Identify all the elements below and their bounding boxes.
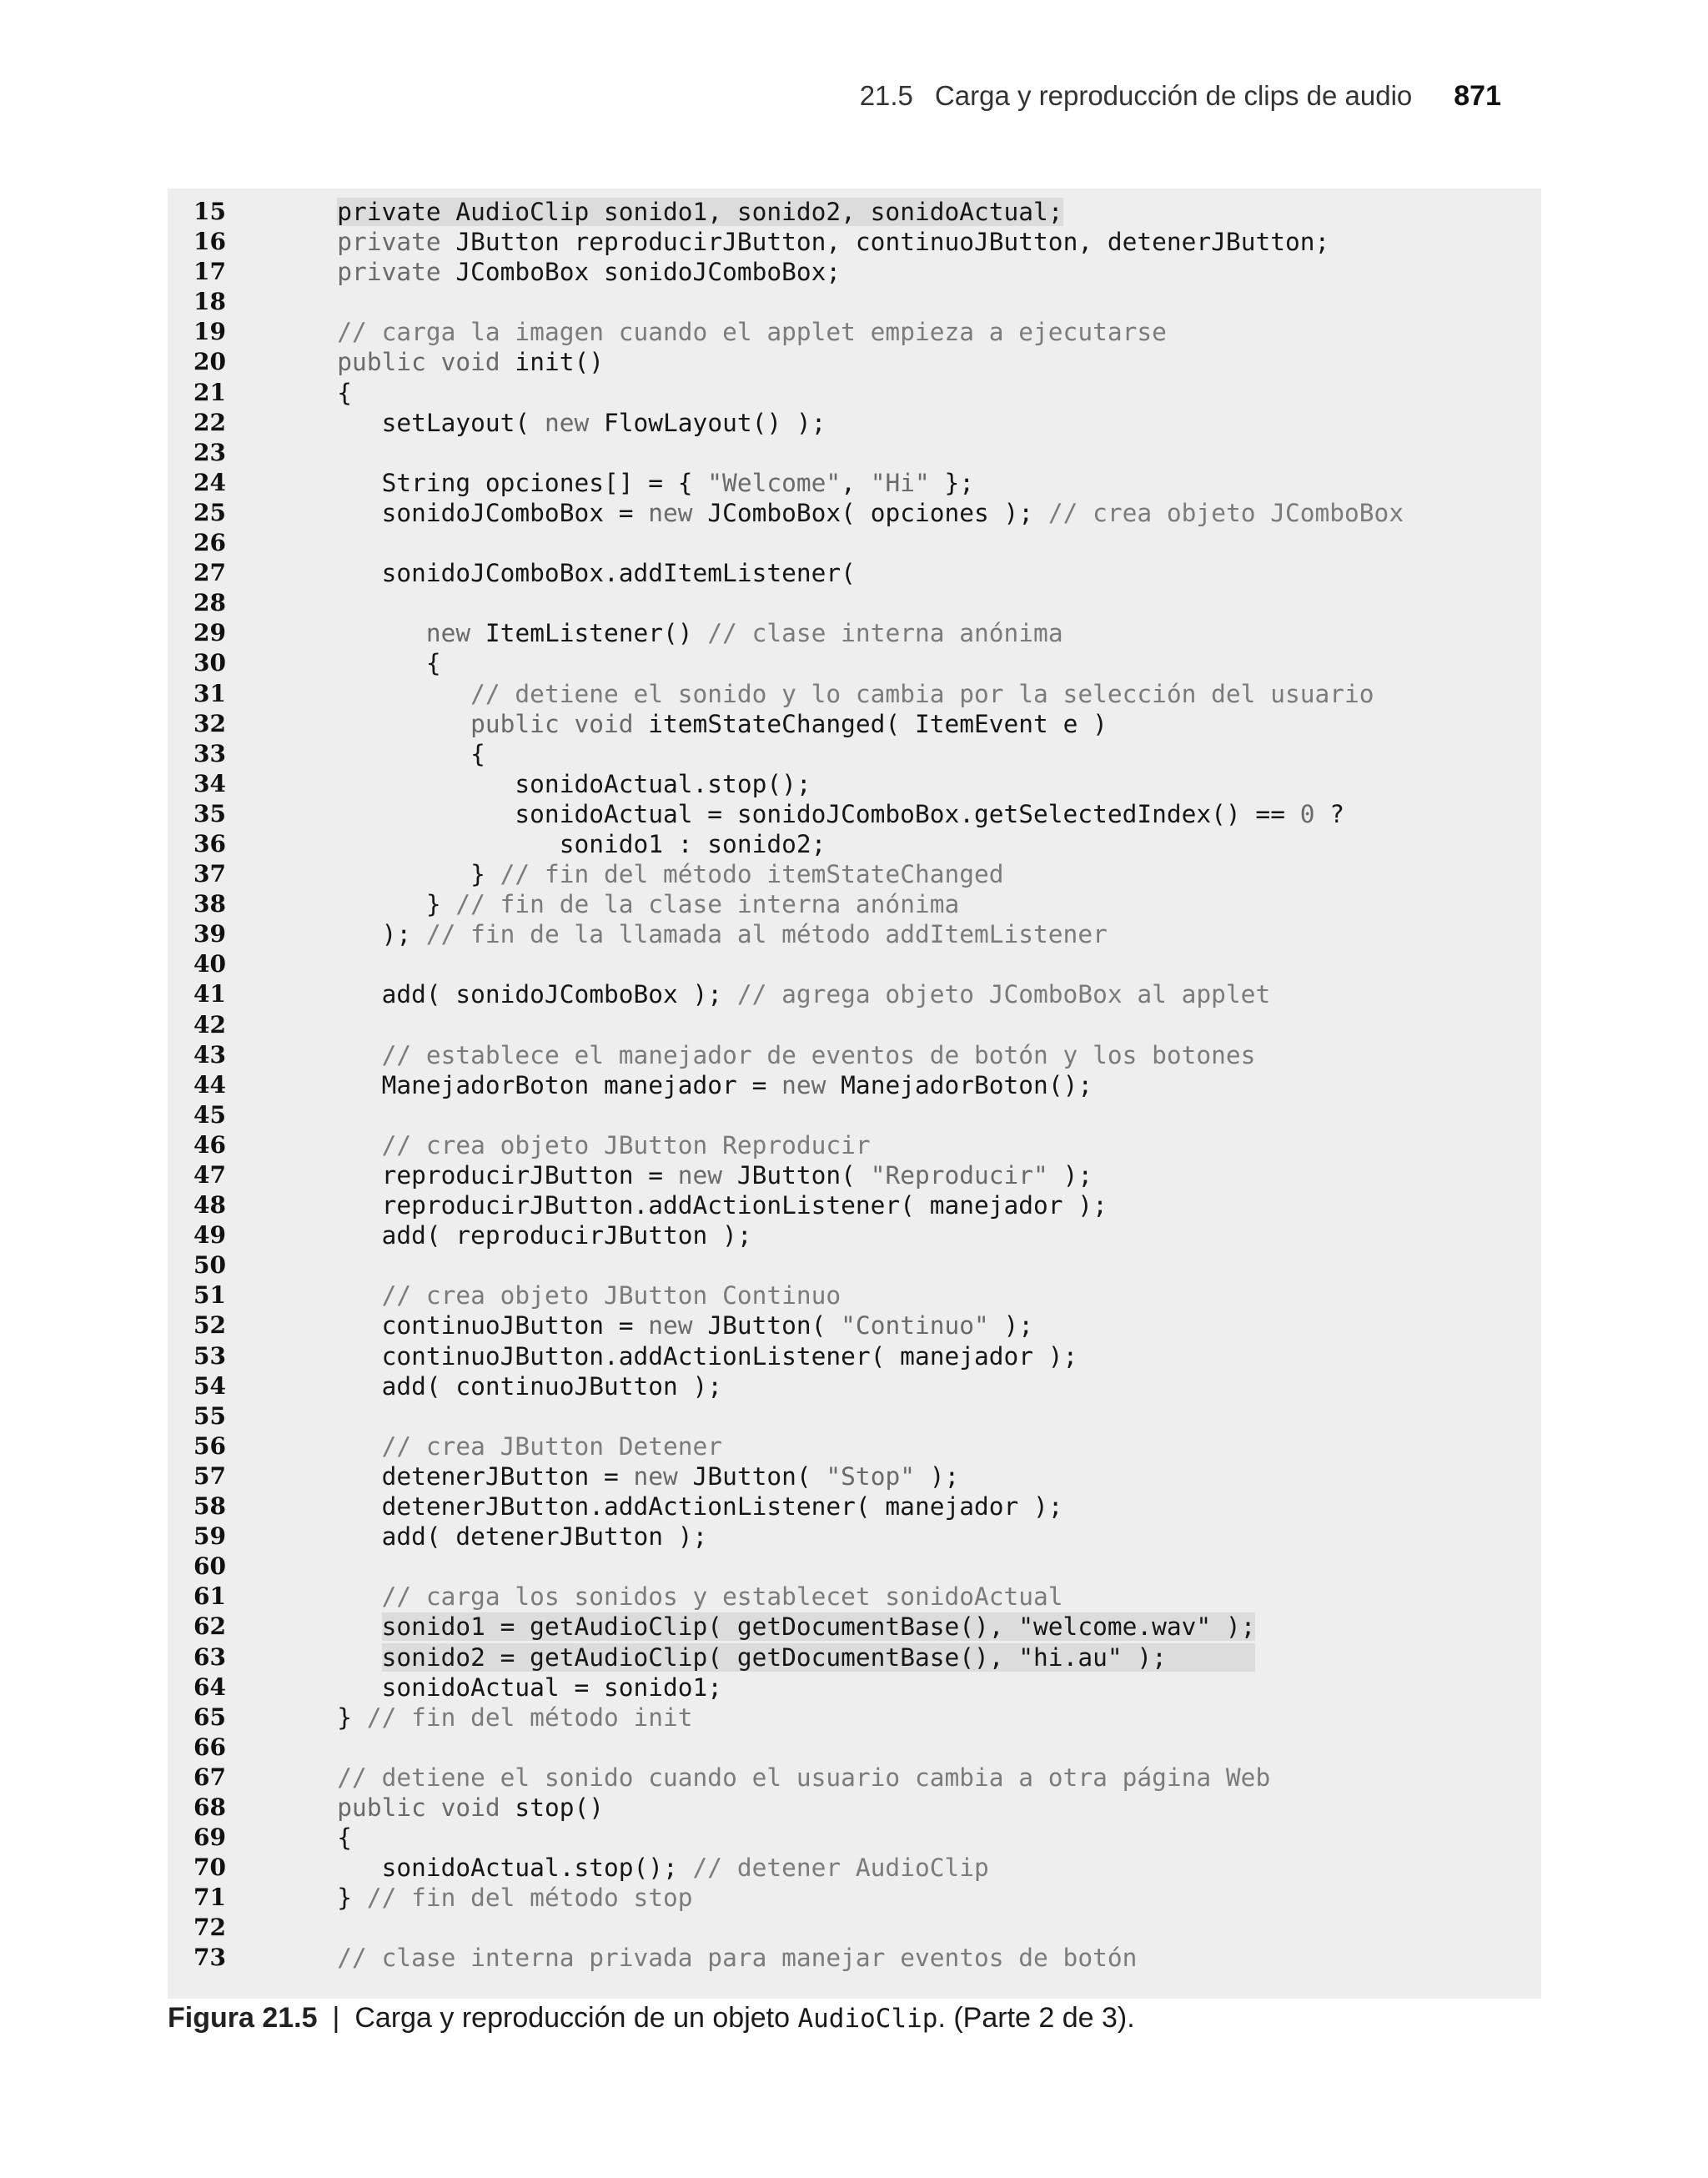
code-token: {: [293, 378, 353, 407]
code-token: reproducirJButton =: [293, 1161, 678, 1190]
caption-separator: |: [332, 2002, 340, 2034]
code-token: 0: [1299, 799, 1315, 828]
code-token: "Hi": [870, 468, 930, 497]
code-line: [168, 1010, 1541, 1040]
line-number: 65: [193, 1703, 226, 1731]
line-number: 70: [193, 1854, 226, 1882]
code-line: [168, 317, 1541, 347]
code-line: [168, 1913, 1541, 1943]
line-number: 29: [193, 619, 226, 647]
code-token: continuoJButton.addActionListener( manejador );: [293, 1341, 1078, 1371]
code-text: [293, 1853, 989, 1883]
code-token: // detiene el sonido cuando el usuario cambia a otra página Web: [337, 1763, 1271, 1792]
code-line: [168, 1100, 1541, 1130]
line-number: 35: [193, 799, 226, 827]
code-text: [293, 709, 1108, 739]
code-token: reproducirJButton.addActionListener( manejador );: [293, 1191, 1108, 1220]
line-number: 41: [193, 980, 226, 1009]
code-text: [293, 859, 1004, 889]
line-number: 34: [193, 769, 226, 797]
code-token: sonidoActual = sonidoJComboBox.getSelectedIndex() ==: [293, 799, 1300, 828]
code-token: sonido1 : sonido2;: [293, 829, 826, 858]
code-line: [168, 1703, 1541, 1733]
line-number: 73: [193, 1944, 226, 1972]
line-number: 47: [193, 1161, 226, 1189]
code-token: [293, 1131, 382, 1159]
code-token: }: [293, 1703, 367, 1732]
code-line: [168, 1943, 1541, 1973]
code-text: [293, 1703, 693, 1733]
code-token: // fin del método stop: [366, 1884, 693, 1913]
line-number: 59: [193, 1522, 226, 1551]
code-text: [293, 1280, 841, 1310]
code-line: [168, 1582, 1541, 1612]
line-number: 60: [193, 1552, 226, 1581]
code-text: [293, 799, 1344, 829]
code-text: [293, 1130, 871, 1160]
line-number: 39: [193, 920, 226, 948]
code-token: }: [293, 860, 500, 889]
code-line: [168, 1883, 1541, 1913]
code-line: [168, 528, 1541, 558]
code-token: // clase interna anónima: [707, 619, 1063, 648]
code-line: [168, 1130, 1541, 1160]
figure-caption: [168, 2002, 1135, 2035]
code-text: [293, 197, 1063, 227]
code-token: [293, 198, 337, 226]
code-token: ,: [841, 468, 871, 497]
code-line: [168, 1190, 1541, 1220]
code-token: // fin del método init: [366, 1703, 693, 1732]
line-number: 48: [193, 1191, 226, 1220]
line-number: 30: [193, 649, 226, 677]
code-token: [293, 1643, 382, 1672]
code-token: detenerJButton.addActionListener( manejador );: [293, 1492, 1063, 1522]
code-token: sonidoActual.stop();: [293, 1854, 693, 1883]
code-token: [293, 1582, 382, 1611]
code-text: [293, 468, 974, 498]
code-line: [168, 347, 1541, 377]
code-token: add( reproducirJButton );: [293, 1221, 752, 1250]
code-token: ItemListener(): [470, 619, 708, 648]
code-token: sonidoJComboBox.addItemListener(: [293, 559, 856, 588]
line-number: 66: [193, 1733, 226, 1761]
code-line: [168, 1491, 1541, 1522]
code-token: }: [293, 1884, 367, 1913]
code-token: JButton(: [692, 1311, 841, 1341]
code-line: [168, 1070, 1541, 1100]
code-line: [168, 979, 1541, 1009]
code-line: [168, 287, 1541, 317]
code-line: [168, 1250, 1541, 1280]
code-text: [293, 1190, 1108, 1220]
code-line: [168, 438, 1541, 468]
code-text: [293, 1371, 722, 1401]
line-number: 22: [193, 408, 226, 436]
figure-label: Figura 21.5: [168, 2002, 318, 2034]
code-line: [168, 1280, 1541, 1310]
code-text: [293, 1040, 1255, 1070]
code-token: // establece el manejador de eventos de botón y los botones: [381, 1040, 1256, 1069]
code-text: [293, 889, 959, 919]
code-line: [168, 859, 1541, 889]
code-token: [293, 318, 337, 346]
code-token: FlowLayout() );: [589, 408, 826, 437]
code-token: [293, 1432, 382, 1461]
code-token: sonidoActual.stop();: [293, 769, 811, 798]
code-text: [293, 1070, 1093, 1100]
code-text: [293, 618, 1063, 648]
code-token: new: [648, 1311, 693, 1341]
code-token: JComboBox( opciones );: [692, 498, 1048, 527]
line-number: 26: [193, 529, 226, 557]
code-line: [168, 1040, 1541, 1070]
code-token: [293, 710, 470, 738]
code-listing: [168, 189, 1541, 1999]
code-token: );: [1047, 1161, 1093, 1190]
code-line: [168, 1823, 1541, 1853]
code-line: [168, 679, 1541, 709]
code-line: [168, 1220, 1541, 1250]
code-token: // fin de la clase interna anónima: [455, 890, 960, 919]
code-line: [168, 1672, 1541, 1703]
code-token: "Reproducir": [870, 1161, 1048, 1190]
line-number: 31: [193, 679, 226, 707]
code-text: [293, 1582, 1063, 1612]
code-text: [293, 498, 1404, 528]
code-token: // agrega objeto JComboBox al applet: [736, 980, 1271, 1009]
code-line: [168, 769, 1541, 799]
code-text: [293, 378, 352, 408]
code-token: sonidoJComboBox =: [293, 498, 649, 527]
code-token: };: [929, 468, 975, 497]
line-number: 37: [193, 860, 226, 888]
code-token: "Stop": [826, 1461, 915, 1491]
code-text: [293, 1522, 707, 1552]
code-token: ?: [1314, 799, 1345, 828]
line-number: 38: [193, 890, 226, 918]
code-token: continuoJButton =: [293, 1311, 649, 1341]
caption-text-before: Carga y reproducción de un objeto: [354, 2002, 798, 2034]
code-line: [168, 1793, 1541, 1823]
line-number: 16: [193, 228, 226, 256]
code-text: [293, 317, 1167, 347]
line-number: 17: [193, 258, 226, 286]
code-token: ManejadorBoton manejador =: [293, 1070, 782, 1099]
code-token: );: [988, 1311, 1034, 1341]
code-token: init(): [500, 348, 604, 377]
code-token: // fin del método itemStateChanged: [500, 860, 1004, 889]
line-number: 52: [193, 1311, 226, 1340]
code-token: sonido1 = getAudioClip( getDocumentBase(), "welcome.wav" );: [381, 1612, 1256, 1642]
code-line: [168, 648, 1541, 678]
section-title: Carga y reproducción de clips de audio: [934, 80, 1413, 111]
line-number: 67: [193, 1763, 226, 1791]
code-token: public void: [337, 348, 500, 377]
code-text: [293, 558, 856, 588]
code-text: [293, 769, 811, 799]
line-number: 19: [193, 318, 226, 346]
code-line: [168, 378, 1541, 408]
line-number: 45: [193, 1100, 226, 1129]
code-token: JButton reproducirJButton, continuoJButton, detenerJButton;: [440, 228, 1330, 257]
section-number: 21.5: [859, 80, 913, 111]
code-line: [168, 709, 1541, 739]
line-number: 24: [193, 468, 226, 496]
code-token: sonidoActual = sonido1;: [293, 1672, 723, 1702]
code-text: [293, 347, 604, 377]
code-token: String opciones[] = {: [293, 468, 708, 497]
code-text: [293, 679, 1374, 709]
code-token: [293, 228, 337, 256]
code-token: // crea objeto JButton Continuo: [381, 1281, 841, 1310]
line-number: 18: [193, 288, 226, 316]
code-line: [168, 1733, 1541, 1763]
code-text: [293, 408, 826, 438]
code-text: [293, 1160, 1093, 1190]
code-line: [168, 949, 1541, 979]
running-header: [0, 80, 1501, 113]
code-line: [168, 558, 1541, 588]
code-line: [168, 919, 1541, 949]
code-token: detenerJButton =: [293, 1461, 634, 1491]
code-token: // detener AudioClip: [692, 1854, 989, 1883]
line-number: 36: [193, 829, 226, 858]
code-token: // carga la imagen cuando el applet empieza a ejecutarse: [337, 318, 1167, 347]
code-token: JButton(: [677, 1461, 826, 1491]
code-token: // fin de la llamada al método addItemListener: [425, 920, 1108, 949]
line-number: 55: [193, 1401, 226, 1430]
code-line: [168, 1160, 1541, 1190]
code-text: [293, 1883, 693, 1913]
code-line: [168, 1401, 1541, 1431]
code-token: );: [914, 1461, 960, 1491]
code-line: [168, 739, 1541, 769]
code-token: add( sonidoJComboBox );: [293, 980, 737, 1009]
code-text: [293, 1220, 752, 1250]
code-token: [293, 348, 337, 376]
code-line: [168, 227, 1541, 257]
code-line: [168, 257, 1541, 287]
line-number: 32: [193, 709, 226, 737]
code-token: {: [293, 649, 441, 678]
line-number: 68: [193, 1793, 226, 1821]
line-number: 61: [193, 1582, 226, 1611]
line-number: 56: [193, 1431, 226, 1460]
line-number: 63: [193, 1642, 226, 1671]
code-text: [293, 648, 441, 678]
line-number: 23: [193, 438, 226, 466]
code-token: new: [781, 1070, 826, 1099]
line-number: 43: [193, 1040, 226, 1069]
line-number: 40: [193, 950, 226, 978]
code-token: "Continuo": [841, 1311, 989, 1341]
code-line: [168, 588, 1541, 618]
line-number: 27: [193, 559, 226, 587]
code-token: // crea JButton Detener: [381, 1431, 723, 1461]
line-number: 72: [193, 1914, 226, 1942]
code-token: stop(): [500, 1793, 604, 1822]
code-token: [293, 1612, 382, 1641]
code-line: [168, 197, 1541, 227]
line-number: 50: [193, 1251, 226, 1280]
code-line: [168, 1612, 1541, 1642]
code-line: [168, 1371, 1541, 1401]
code-lines: [168, 197, 1541, 1974]
code-token: add( detenerJButton );: [293, 1522, 708, 1552]
code-token: }: [293, 890, 456, 919]
line-number: 42: [193, 1010, 226, 1039]
line-number: 58: [193, 1492, 226, 1521]
code-line: [168, 1853, 1541, 1883]
line-number: 28: [193, 589, 226, 617]
code-token: [293, 1041, 382, 1069]
code-token: [293, 680, 470, 708]
code-text: [293, 829, 826, 859]
line-number: 53: [193, 1341, 226, 1370]
code-token: new: [544, 408, 590, 437]
code-text: [293, 979, 1270, 1009]
caption-text-after: . (Parte 2 de 3).: [937, 2002, 1135, 2034]
code-token: // detiene el sonido y lo cambia por la selección del usuario: [470, 679, 1374, 708]
code-line: [168, 1310, 1541, 1341]
line-number: 49: [193, 1221, 226, 1250]
line-number: 46: [193, 1130, 226, 1159]
line-number: 44: [193, 1070, 226, 1099]
line-number: 15: [193, 198, 226, 225]
code-token: {: [293, 739, 485, 768]
code-token: "Welcome": [707, 468, 841, 497]
code-token: private: [337, 228, 441, 257]
code-token: {: [293, 1823, 353, 1853]
line-number: 64: [193, 1672, 226, 1701]
line-number: 71: [193, 1884, 226, 1912]
line-number: 57: [193, 1461, 226, 1490]
code-token: [293, 1763, 337, 1792]
code-token: itemStateChanged( ItemEvent e ): [633, 709, 1108, 738]
code-text: [293, 1341, 1078, 1371]
code-token: new: [633, 1461, 678, 1491]
code-token: [293, 258, 337, 286]
code-token: // clase interna privada para manejar eventos de botón: [337, 1944, 1138, 1973]
line-number: 25: [193, 498, 226, 526]
code-token: JComboBox sonidoJComboBox;: [440, 258, 841, 287]
code-line: [168, 408, 1541, 438]
line-number: 20: [193, 348, 226, 376]
page-number: 871: [1454, 80, 1501, 112]
code-line: [168, 468, 1541, 498]
code-line: [168, 1522, 1541, 1552]
line-number: 51: [193, 1281, 226, 1310]
code-text: [293, 1310, 1033, 1341]
code-token: // crea objeto JComboBox: [1047, 498, 1404, 527]
code-text: [293, 1491, 1063, 1522]
code-text: [293, 1461, 959, 1491]
code-token: [293, 1944, 337, 1972]
line-number: 33: [193, 739, 226, 767]
code-text: [293, 919, 1108, 949]
code-token: public void: [470, 709, 634, 738]
code-line: [168, 1642, 1541, 1672]
code-text: [293, 1642, 1255, 1672]
code-token: );: [293, 920, 426, 949]
line-number: 62: [193, 1612, 226, 1641]
code-text: [293, 1763, 1270, 1793]
code-text: [293, 1943, 1137, 1973]
code-text: [293, 1612, 1255, 1642]
code-text: [293, 739, 485, 769]
code-line: [168, 1341, 1541, 1371]
code-line: [168, 1763, 1541, 1793]
code-text: [293, 1431, 722, 1461]
code-text: [293, 1793, 604, 1823]
line-number: 54: [193, 1371, 226, 1400]
code-token: add( continuoJButton );: [293, 1371, 723, 1401]
code-text: [293, 1823, 352, 1853]
code-line: [168, 1431, 1541, 1461]
code-token: // crea objeto JButton Reproducir: [381, 1130, 871, 1159]
code-line: [168, 799, 1541, 829]
caption-code: AudioClip: [797, 2004, 938, 2034]
code-token: [293, 1793, 337, 1822]
code-text: [293, 227, 1329, 257]
code-text: [293, 257, 841, 287]
line-number: 21: [193, 378, 226, 406]
code-line: [168, 498, 1541, 528]
code-token: new: [425, 619, 471, 648]
code-token: new: [677, 1161, 723, 1190]
code-line: [168, 1461, 1541, 1491]
code-token: // carga los sonidos y establecet sonidoActual: [381, 1582, 1063, 1612]
code-token: sonido2 = getAudioClip( getDocumentBase(), "hi.au" );: [381, 1642, 1256, 1672]
code-text: [293, 1672, 722, 1703]
code-line: [168, 829, 1541, 859]
code-token: setLayout(: [293, 408, 545, 437]
code-token: new: [648, 498, 693, 527]
code-token: private: [337, 258, 441, 287]
code-token: ManejadorBoton();: [826, 1070, 1093, 1099]
code-line: [168, 889, 1541, 919]
code-token: private AudioClip sonido1, sonido2, sonidoActual;: [337, 198, 1063, 226]
code-token: public void: [337, 1793, 500, 1822]
code-token: JButton(: [722, 1161, 871, 1190]
code-token: [293, 619, 426, 647]
code-line: [168, 618, 1541, 648]
code-token: [293, 1281, 382, 1310]
line-number: 69: [193, 1823, 226, 1852]
code-line: [168, 1552, 1541, 1582]
